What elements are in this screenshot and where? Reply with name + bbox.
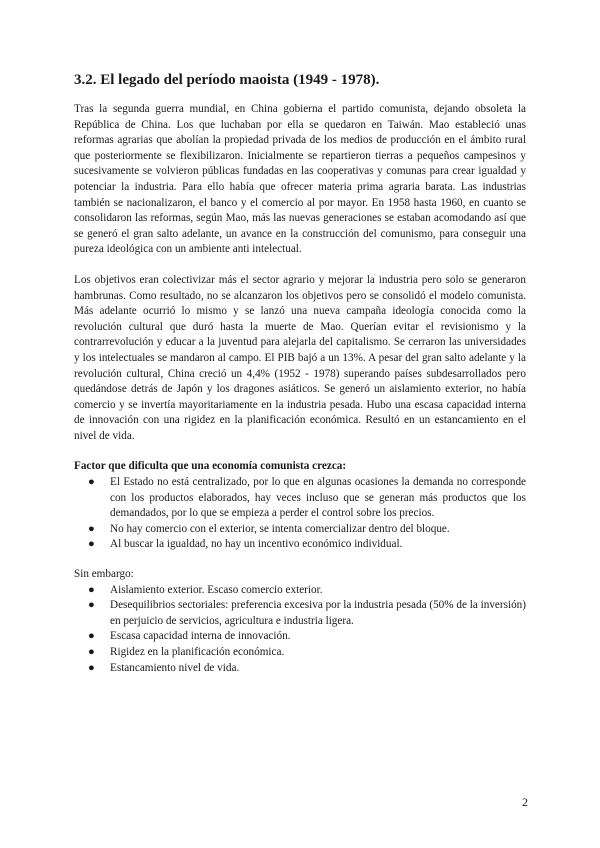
bullet-icon: ● bbox=[88, 522, 95, 535]
list-item-text: Escasa capacidad interna de innovación. bbox=[110, 630, 291, 643]
list-item bbox=[74, 583, 526, 599]
bullet-icon: ● bbox=[88, 583, 95, 596]
bullet-icon: ● bbox=[88, 599, 95, 612]
list-item bbox=[74, 661, 526, 677]
list-item-text: Estancamiento nivel de vida. bbox=[110, 661, 240, 674]
list-item bbox=[74, 537, 526, 553]
factors-list bbox=[74, 475, 526, 553]
bullet-icon: ● bbox=[88, 476, 95, 489]
bullet-icon: ● bbox=[88, 630, 95, 643]
list-item-text: Al buscar la igualdad, no hay un incentivo económico individual. bbox=[110, 538, 403, 551]
however-heading: Sin embargo: bbox=[74, 568, 134, 581]
paragraph-objectives: Los objetivos eran colectivizar más el sector agrario y mejorar la industria pero solo se generaron hambrunas. Como resultado, no se alcanzaron los objetivos pero se consolidó el modelo comunista. Más adelante ocurrió lo mismo y se lanzó una nueva campaña ideología conocida como la revolución cultural que duró hasta la muerte de Mao. Querían evitar el revisionismo y la contrarrevolución y educar a la juventud para alejarla del capitalismo. Se cerraron las universidades y los intelectuales se mandaron al campo. El PIB bajó a un 13%. A pesar del gran salto adelante y la revolución cultural, China creció un 4,4% (1952 - 1978) superando países subdesarrollados pero quedándose detrás de Japón y los dragones asiáticos. Se generó un aislamiento exterior, no había comercio y se invertía mayoritariamente en la industria pesada. Hubo una escasa capacidad interna de innovación con una rigidez en la planificación económica. Resultó en un estancamiento en el nivel de vida. bbox=[74, 273, 526, 442]
bullet-icon: ● bbox=[88, 538, 95, 551]
list-item bbox=[74, 645, 526, 661]
list-item-text: Rigidez en la planificación económica. bbox=[110, 646, 285, 658]
list-item-text: No hay comercio con el exterior, se intenta comercializar dentro del bloque. bbox=[110, 522, 450, 535]
however-list bbox=[74, 583, 526, 677]
list-item-text: Aislamiento exterior. Escaso comercio exterior. bbox=[110, 583, 323, 596]
bullet-icon: ● bbox=[88, 646, 95, 658]
paragraph-postwar: Tras la segunda guerra mundial, en China gobierna el partido comunista, dejando obsoleta la República de China. Los que luchaban por ella se quedaron en Taiwán. Mao estableció unas reformas agrarias que abolían la propiedad privada de los medios de producción en el ámbito rural que posteriormente se flexibilizaron. Inicialmente se repartieron tierras a pequeños campesinos y sucesivamente se volvieron públicas fundadas en las cooperativas y comunas para crear igualdad y potenciar la industria. Para ello había que ofrecer materia prima agraria barata. Las industrias también se nacionalizaron, el banco y el comercio al por mayor. En 1958 hasta 1960, en cuanto se consolidaron las reformas, según Mao, más las nuevas generaciones se estaban acomodando así que se generó el gran salto adelante, un avance en la construcción del comunismo, para conseguir una pureza ideológica con un ambiente anti intelectual. bbox=[74, 103, 526, 256]
list-item-text: Desequilibrios sectoriales: preferencia excesiva por la industria pesada (50% de la inversión) en perjuicio de servicios, agricultura e industria ligera. bbox=[110, 599, 526, 627]
section-title: 3.2. El legado del período maoista (1949 - 1978). bbox=[74, 72, 380, 88]
list-item bbox=[74, 629, 526, 645]
list-item bbox=[74, 522, 526, 538]
bullet-icon: ● bbox=[88, 661, 95, 674]
document-page bbox=[74, 70, 526, 690]
list-item bbox=[74, 598, 526, 629]
page-number: 2 bbox=[522, 795, 528, 809]
factors-heading: Factor que dificulta que una economía comunista crezca: bbox=[74, 460, 347, 473]
list-item bbox=[74, 475, 526, 522]
list-item-text: El Estado no está centralizado, por lo que en algunas ocasiones la demanda no corresponde con los productos elaborados, hay veces incluso que se generan más productos que los demandados, por lo que se empieza a perder el control sobre los precios. bbox=[110, 476, 526, 520]
